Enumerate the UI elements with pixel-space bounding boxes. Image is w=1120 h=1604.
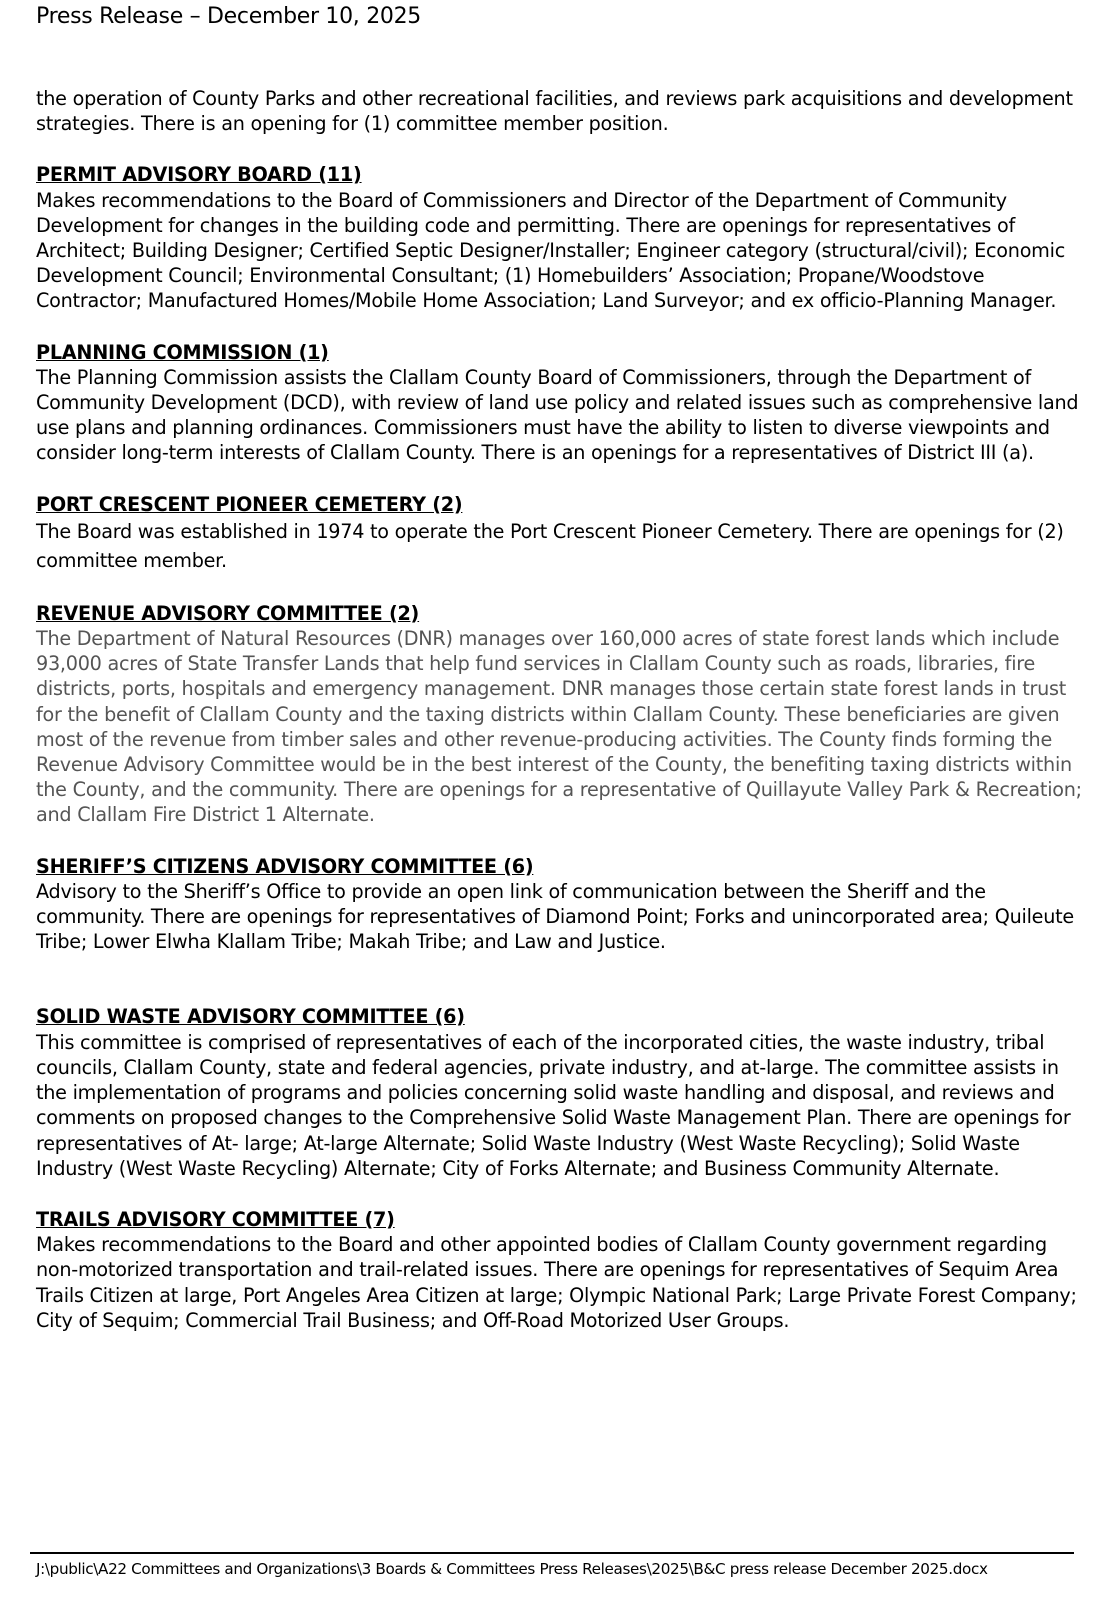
- section-body: The Board was established in 1974 to operate the Port Crescent Pioneer Cemetery. There are openings for (2) committee member.: [36, 519, 1064, 572]
- section-body: The Department of Natural Resources (DNR) manages over 160,000 acres of state forest lands which include 93,000 acres of State Transfer Lands that help fund services in Clallam County such as roads, libraries, fire districts, ports, hospitals and emergency management. DNR manages those certain state forest lands in trust for the benefit of Clallam County and the taxing districts within Clallam County. These beneficiaries are given most of the revenue from timber sales and other revenue-producing activities. The County finds forming the Revenue Advisory Committee would be in the best interest of the County, the benefiting taxing districts within the County, and the community. There are openings for a representative of Quillayute Valley Park & Recreation; and Clallam Fire District 1 Alternate.: [36, 627, 1082, 827]
- section-planning-commission: [36, 340, 1086, 466]
- section-body: This committee is comprised of representatives of each of the incorporated cities, the waste industry, tribal councils, Clallam County, state and federal agencies, private industry, and at-large. The committee assists in the implementation of programs and policies concerning solid waste handling and disposal, and reviews and comments on proposed changes to the Comprehensive Solid Waste Management Plan. There are openings for representatives of At- large; At-large Alternate; Solid Waste Industry (West Waste Recycling); Solid Waste Industry (West Waste Recycling) Alternate; City of Forks Alternate; and Business Community Alternate.: [36, 1030, 1071, 1180]
- section-revenue-advisory-committee: [36, 601, 1086, 828]
- section-permit-advisory-board: [36, 162, 1086, 313]
- section-body: Makes recommendations to the Board and other appointed bodies of Clallam County government regarding non-motorized transportation and trail-related issues. There are openings for representatives of Sequim Area Trails Citizen at large, Port Angeles Area Citizen at large; Olympic National Park; Large Private Forest Company; City of Sequim; Commercial Trail Business; and Off-Road Motorized User Groups.: [36, 1233, 1077, 1332]
- section-title: PERMIT ADVISORY BOARD (11): [36, 163, 362, 187]
- section-title: PLANNING COMMISSION (1): [36, 340, 329, 364]
- section-port-crescent-pioneer-cemetery: [36, 492, 1086, 575]
- section-trails-advisory-committee: [36, 1207, 1086, 1333]
- section-body: Advisory to the Sheriff’s Office to provide an open link of communication between the Sheriff and the community. There are openings for representatives of Diamond Point; Forks and unincorporated area; Quileute Tribe; Lower Elwha Klallam Tribe; Makah Tribe; and Law and Justice.: [36, 879, 1074, 954]
- footer-file-path: J:\public\A22 Committees and Organizations\3 Boards & Committees Press Releases\2025\B&C press release December 2025.docx: [36, 1560, 988, 1578]
- section-title: SOLID WASTE ADVISORY COMMITTEE (6): [36, 1005, 465, 1029]
- footer-divider: [30, 1552, 1074, 1554]
- section-body: Makes recommendations to the Board of Commissioners and Director of the Department of Community Development for changes in the building code and permitting. There are openings for representatives of Architect; Building Designer; Certified Septic Designer/Installer; Engineer category (structural/civil); Economic Development Council; Environmental Consultant; (1) Homebuilders’ Association; Propane/Woodstove Contractor; Manufactured Homes/Mobile Home Association; Land Surveyor; and ex officio-Planning Manager.: [36, 188, 1066, 313]
- section-title: PORT CRESCENT PIONEER CEMETERY (2): [36, 492, 463, 516]
- section-solid-waste-advisory-committee: [36, 1004, 1086, 1180]
- page-header-title: Press Release – December 10, 2025: [36, 4, 421, 29]
- section-title: TRAILS ADVISORY COMMITTEE (7): [36, 1207, 395, 1231]
- section-sheriffs-citizens-advisory-committee: [36, 854, 1086, 955]
- section-title: SHERIFF’S CITIZENS ADVISORY COMMITTEE (6): [36, 854, 534, 878]
- section-body: The Planning Commission assists the Clallam County Board of Commissioners, through the Department of Community Development (DCD), with review of land use policy and related issues such as comprehensive land use plans and planning ordinances. Commissioners must have the ability to listen to diverse viewpoints and consider long-term interests of Clallam County. There is an openings for a representatives of District III (a).: [36, 365, 1079, 465]
- document-body: [36, 86, 1086, 1333]
- intro-paragraph: the operation of County Parks and other recreational facilities, and reviews park acquisitions and development strategies. There is an opening for (1) committee member position.: [36, 87, 1073, 136]
- section-title: REVENUE ADVISORY COMMITTEE (2): [36, 601, 420, 625]
